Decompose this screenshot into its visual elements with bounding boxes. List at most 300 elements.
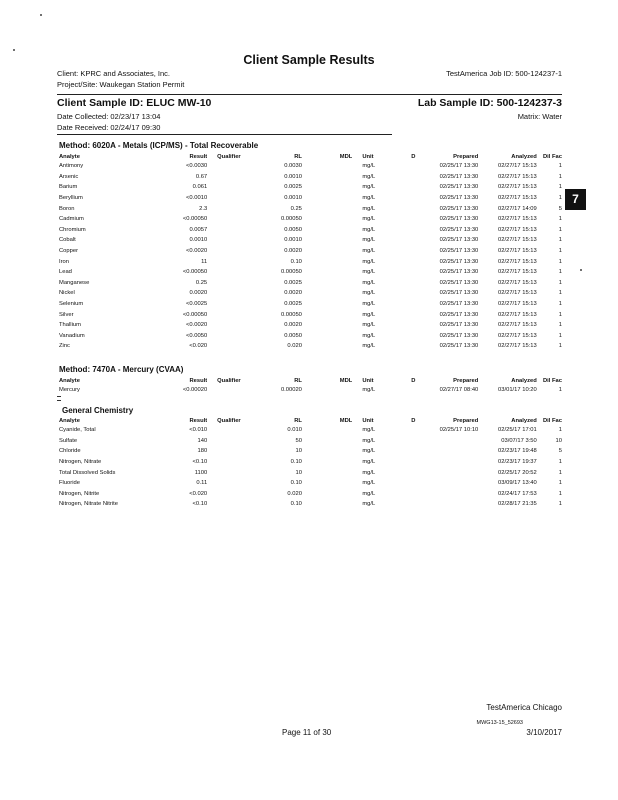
cell-prepared: 02/25/17 10:10 xyxy=(439,427,479,434)
section-tab[interactable]: 7 xyxy=(565,189,586,210)
scan-speck xyxy=(40,14,42,16)
cell-unit: mg/L xyxy=(362,269,376,276)
table-row xyxy=(59,309,562,320)
cell-analyzed: 02/27/17 14:09 xyxy=(498,205,537,212)
cell-d xyxy=(407,193,420,204)
cell-qualifier xyxy=(207,193,252,204)
column-header-mdl: MDL xyxy=(339,153,353,160)
cell-mdl xyxy=(302,256,352,267)
client-sample-id: Client Sample ID: ELUC MW-10 xyxy=(57,97,212,109)
cell-rl: 0.0020 xyxy=(284,290,302,297)
cell-unit: mg/L xyxy=(362,490,376,497)
cell-prepared xyxy=(420,478,478,489)
cell-prepared: 02/25/17 13:30 xyxy=(439,279,479,286)
cell-result: 0.0020 xyxy=(189,290,208,297)
cell-d xyxy=(407,341,420,352)
cell-analyte: Nitrogen, Nitrate Nitrite xyxy=(59,501,118,508)
cell-analyzed: 02/25/17 17:01 xyxy=(498,427,537,434)
cell-analyte: Cadmium xyxy=(59,216,84,223)
cell-prepared: 02/25/17 13:30 xyxy=(439,248,479,255)
column-header-unit: Unit xyxy=(362,417,374,424)
column-header-qualifier: Qualifier xyxy=(217,153,241,160)
cell-analyzed: 02/27/17 15:13 xyxy=(498,301,537,308)
footer-code: MWG13-15_52693 xyxy=(476,720,523,726)
cell-rl: 0.0050 xyxy=(284,332,302,339)
table-row xyxy=(59,214,562,225)
column-header-analyte: Analyte xyxy=(59,153,80,160)
column-header-result: Result xyxy=(189,153,208,160)
cell-analyte: Silver xyxy=(59,311,74,318)
cell-analyzed: 02/27/17 15:13 xyxy=(498,216,537,223)
cell-dil: 1 xyxy=(558,216,562,223)
cell-rl: 0.10 xyxy=(290,459,302,466)
cell-analyzed: 02/27/17 15:13 xyxy=(498,226,537,233)
cell-dil: 1 xyxy=(558,311,562,318)
cell-rl: 0.0025 xyxy=(284,301,302,308)
cell-rl: 0.0010 xyxy=(284,173,302,180)
cell-dil: 1 xyxy=(558,279,562,286)
cell-d xyxy=(407,161,420,172)
cell-prepared xyxy=(420,499,478,510)
cell-analyte: Zinc xyxy=(59,343,70,350)
cell-analyzed: 02/27/17 15:13 xyxy=(498,343,537,350)
cell-qualifier xyxy=(207,446,252,457)
margin-mark xyxy=(57,396,61,397)
cell-prepared: 02/25/17 13:30 xyxy=(439,237,479,244)
cell-unit: mg/L xyxy=(362,469,376,476)
cell-mdl xyxy=(302,193,352,204)
cell-rl: 0.0020 xyxy=(284,322,302,329)
cell-analyzed: 02/23/17 19:37 xyxy=(498,459,537,466)
cell-d xyxy=(407,225,420,236)
method-heading-mercury: Method: 7470A - Mercury (CVAA) xyxy=(59,365,184,374)
cell-dil: 1 xyxy=(558,173,562,180)
cell-analyzed: 02/27/17 15:13 xyxy=(498,237,537,244)
cell-mdl xyxy=(302,489,352,500)
cell-unit: mg/L xyxy=(362,301,376,308)
cell-d xyxy=(407,446,420,457)
cell-unit: mg/L xyxy=(362,501,376,508)
cell-unit: mg/L xyxy=(362,173,376,180)
cell-dil: 10 xyxy=(555,437,562,444)
cell-d xyxy=(407,288,420,299)
cell-unit: mg/L xyxy=(362,237,376,244)
cell-analyte: Chloride xyxy=(59,448,81,455)
cell-analyte: Copper xyxy=(59,248,79,255)
cell-qualifier xyxy=(207,299,252,310)
cell-mdl xyxy=(302,309,352,320)
cell-d xyxy=(407,256,420,267)
cell-analyzed: 03/09/17 13:40 xyxy=(498,480,537,487)
cell-d xyxy=(407,457,420,468)
column-header-dil: Dil Fac xyxy=(542,153,562,160)
cell-analyte: Selenium xyxy=(59,301,84,308)
cell-rl: 0.00050 xyxy=(280,216,302,223)
cell-analyzed: 02/27/17 15:13 xyxy=(498,269,537,276)
cell-d xyxy=(407,267,420,278)
cell-qualifier xyxy=(207,161,252,172)
cell-d xyxy=(407,214,420,225)
cell-analyzed: 02/23/17 19:48 xyxy=(498,448,537,455)
table-header-row xyxy=(59,416,562,425)
cell-mdl xyxy=(302,478,352,489)
cell-result: <0.00050 xyxy=(182,311,208,318)
cell-d xyxy=(407,425,420,436)
cell-mdl xyxy=(302,267,352,278)
cell-unit: mg/L xyxy=(362,437,376,444)
cell-rl: 0.0025 xyxy=(284,279,302,286)
cell-analyzed: 02/27/17 15:13 xyxy=(498,163,537,170)
cell-prepared xyxy=(420,489,478,500)
column-header-analyzed: Analyzed xyxy=(511,377,537,384)
footer-company: TestAmerica Chicago xyxy=(486,703,562,712)
column-header-analyzed: Analyzed xyxy=(511,417,537,424)
cell-unit: mg/L xyxy=(362,258,376,265)
cell-qualifier xyxy=(207,214,252,225)
cell-result: <0.0020 xyxy=(186,322,208,329)
cell-mdl xyxy=(302,172,352,183)
cell-dil: 1 xyxy=(558,163,562,170)
cell-d xyxy=(407,299,420,310)
cell-d xyxy=(407,309,420,320)
cell-dil: 1 xyxy=(558,269,562,276)
column-header-dil: Dil Fac xyxy=(542,417,562,424)
date-received: Date Received: 02/24/17 09:30 xyxy=(57,123,161,132)
table-row xyxy=(59,478,562,489)
cell-rl: 0.25 xyxy=(290,205,302,212)
cell-dil: 1 xyxy=(558,290,562,297)
cell-prepared xyxy=(420,457,478,468)
column-header-d: D xyxy=(411,377,416,384)
cell-mdl xyxy=(302,182,352,193)
cell-dil: 1 xyxy=(558,258,562,265)
cell-result: 1100 xyxy=(194,469,208,476)
cell-dil: 1 xyxy=(558,195,562,202)
table-row xyxy=(59,499,562,510)
cell-result: <0.0030 xyxy=(186,163,208,170)
cell-qualifier xyxy=(207,288,252,299)
cell-analyzed: 02/27/17 15:13 xyxy=(498,311,537,318)
cell-unit: mg/L xyxy=(362,290,376,297)
cell-dil: 1 xyxy=(558,301,562,308)
cell-prepared xyxy=(420,436,478,447)
cell-dil: 1 xyxy=(558,501,562,508)
cell-analyte: Beryllium xyxy=(59,195,83,202)
cell-d xyxy=(407,235,420,246)
lab-sample-id: Lab Sample ID: 500-124237-3 xyxy=(417,97,562,109)
cell-prepared: 02/25/17 13:30 xyxy=(439,332,479,339)
column-header-rl: RL xyxy=(294,377,302,384)
cell-result: <0.00050 xyxy=(182,269,208,276)
cell-d xyxy=(407,436,420,447)
cell-unit: mg/L xyxy=(362,184,376,191)
cell-result: <0.0020 xyxy=(186,248,208,255)
column-header-d: D xyxy=(411,417,416,424)
cell-analyte: Nitrogen, Nitrate xyxy=(59,459,102,466)
cell-analyzed: 02/27/17 15:13 xyxy=(498,248,537,255)
cell-mdl xyxy=(302,446,352,457)
cell-unit: mg/L xyxy=(362,216,376,223)
cell-unit: mg/L xyxy=(362,322,376,329)
table-row xyxy=(59,246,562,257)
cell-qualifier xyxy=(207,256,252,267)
cell-result: <0.00020 xyxy=(182,387,208,394)
cell-analyte: Mercury xyxy=(59,387,80,394)
cell-prepared xyxy=(420,467,478,478)
cell-qualifier xyxy=(207,425,252,436)
cell-result: 0.0010 xyxy=(189,237,208,244)
cell-rl: 0.0010 xyxy=(284,195,302,202)
cell-analyzed: 02/27/17 15:13 xyxy=(498,258,537,265)
cell-result: 0.25 xyxy=(195,279,208,286)
cell-analyzed: 03/01/17 10:20 xyxy=(498,387,537,394)
cell-rl: 50 xyxy=(295,437,302,444)
cell-dil: 1 xyxy=(558,237,562,244)
cell-mdl xyxy=(302,320,352,331)
cell-result: 11 xyxy=(201,258,208,265)
cell-prepared: 02/25/17 13:30 xyxy=(439,226,479,233)
cell-dil: 5 xyxy=(558,448,562,455)
page-title: Client Sample Results xyxy=(243,53,375,67)
page-number: Page 11 of 30 xyxy=(282,728,332,737)
cell-mdl xyxy=(302,436,352,447)
cell-mdl xyxy=(302,246,352,257)
cell-dil: 1 xyxy=(558,343,562,350)
cell-result: 0.0057 xyxy=(189,226,208,233)
table-row xyxy=(59,161,562,172)
cell-mdl xyxy=(302,288,352,299)
cell-unit: mg/L xyxy=(362,480,376,487)
cell-prepared: 02/25/17 13:30 xyxy=(439,311,479,318)
column-header-dil: Dil Fac xyxy=(542,377,562,384)
column-header-qualifier: Qualifier xyxy=(217,417,241,424)
table-row xyxy=(59,320,562,331)
cell-analyzed: 02/27/17 15:13 xyxy=(498,332,537,339)
cell-mdl xyxy=(302,278,352,289)
cell-d xyxy=(407,489,420,500)
cell-prepared: 02/25/17 13:30 xyxy=(439,163,479,170)
cell-analyte: Nickel xyxy=(59,290,75,297)
table-row xyxy=(59,299,562,310)
cell-rl: 0.10 xyxy=(290,480,302,487)
cell-rl: 0.0050 xyxy=(284,226,302,233)
cell-unit: mg/L xyxy=(362,248,376,255)
header-rule xyxy=(57,94,562,95)
matrix: Matrix: Water xyxy=(517,112,562,121)
job-id: TestAmerica Job ID: 500-124237-1 xyxy=(446,69,562,78)
table-row xyxy=(59,172,562,183)
cell-result: <0.0025 xyxy=(186,301,208,308)
table-row xyxy=(59,182,562,193)
cell-d xyxy=(407,478,420,489)
column-header-unit: Unit xyxy=(362,153,374,160)
cell-d xyxy=(407,278,420,289)
cell-prepared: 02/25/17 13:30 xyxy=(439,258,479,265)
cell-result: 0.11 xyxy=(196,480,208,487)
table-row xyxy=(59,267,562,278)
cell-qualifier xyxy=(207,267,252,278)
table-row xyxy=(59,457,562,468)
cell-qualifier xyxy=(207,182,252,193)
cell-analyzed: 02/27/17 15:13 xyxy=(498,195,537,202)
cell-unit: mg/L xyxy=(362,195,376,202)
cell-rl: 0.00050 xyxy=(280,269,302,276)
cell-qualifier xyxy=(207,341,252,352)
cell-analyte: Lead xyxy=(59,269,72,276)
cell-mdl xyxy=(302,457,352,468)
column-header-analyte: Analyte xyxy=(59,377,80,384)
cell-rl: 0.0025 xyxy=(284,184,302,191)
sample-rule xyxy=(57,134,392,135)
cell-unit: mg/L xyxy=(362,387,376,394)
cell-d xyxy=(407,320,420,331)
cell-d xyxy=(407,182,420,193)
client-name: Client: KPRC and Associates, Inc. xyxy=(57,69,170,78)
cell-result: 0.67 xyxy=(195,173,208,180)
cell-result: 2.3 xyxy=(199,205,208,212)
cell-unit: mg/L xyxy=(362,226,376,233)
column-header-prepared: Prepared xyxy=(453,417,479,424)
cell-dil: 1 xyxy=(558,459,562,466)
cell-qualifier xyxy=(207,499,252,510)
cell-mdl xyxy=(302,225,352,236)
cell-analyzed: 02/28/17 21:35 xyxy=(498,501,537,508)
table-row xyxy=(59,425,562,436)
cell-d xyxy=(407,467,420,478)
mercury-table xyxy=(59,376,562,396)
cell-prepared: 02/25/17 13:30 xyxy=(439,322,479,329)
cell-analyzed: 02/27/17 15:13 xyxy=(498,184,537,191)
cell-analyte: Antimony xyxy=(59,163,84,170)
cell-qualifier xyxy=(207,457,252,468)
cell-mdl xyxy=(302,203,352,214)
cell-analyzed: 02/27/17 15:13 xyxy=(498,279,537,286)
table-row xyxy=(59,341,562,352)
cell-analyte: Thallium xyxy=(59,322,81,329)
cell-result: <0.10 xyxy=(192,459,208,466)
cell-qualifier xyxy=(207,172,252,183)
cell-dil: 1 xyxy=(558,226,562,233)
cell-dil: 1 xyxy=(558,332,562,339)
method-heading-metals: Method: 6020A - Metals (ICP/MS) - Total Recoverable xyxy=(59,141,259,150)
cell-d xyxy=(407,246,420,257)
cell-analyte: Arsenic xyxy=(59,173,79,180)
cell-dil: 1 xyxy=(558,480,562,487)
cell-analyzed: 02/25/17 20:52 xyxy=(498,469,537,476)
cell-qualifier xyxy=(207,309,252,320)
table-row xyxy=(59,436,562,447)
cell-analyzed: 02/24/17 17:53 xyxy=(498,490,537,497)
cell-unit: mg/L xyxy=(362,448,376,455)
table-row xyxy=(59,235,562,246)
column-header-prepared: Prepared xyxy=(453,153,479,160)
cell-rl: 0.00020 xyxy=(280,387,302,394)
cell-mdl xyxy=(302,235,352,246)
cell-prepared: 02/25/17 13:30 xyxy=(439,290,479,297)
cell-result: <0.00050 xyxy=(182,216,208,223)
metals-table xyxy=(59,152,562,352)
cell-result: <0.010 xyxy=(189,427,208,434)
cell-result: <0.0050 xyxy=(186,332,208,339)
cell-dil: 1 xyxy=(558,322,562,329)
cell-unit: mg/L xyxy=(362,163,376,170)
cell-mdl xyxy=(302,331,352,342)
cell-qualifier xyxy=(207,203,252,214)
cell-result: 180 xyxy=(197,448,208,455)
margin-mark xyxy=(57,400,61,401)
column-header-unit: Unit xyxy=(362,377,374,384)
cell-unit: mg/L xyxy=(362,205,376,212)
cell-rl: 0.010 xyxy=(287,427,302,434)
cell-rl: 10 xyxy=(295,448,302,455)
cell-rl: 0.10 xyxy=(290,501,302,508)
column-header-d: D xyxy=(411,153,416,160)
cell-rl: 0.0020 xyxy=(284,248,302,255)
column-header-analyzed: Analyzed xyxy=(511,153,537,160)
cell-analyte: Barium xyxy=(59,184,78,191)
cell-result: 0.061 xyxy=(192,184,208,191)
cell-analyte: Boron xyxy=(59,205,75,212)
cell-qualifier xyxy=(207,489,252,500)
cell-prepared: 02/25/17 13:30 xyxy=(439,301,479,308)
cell-analyte: Manganese xyxy=(59,279,90,286)
table-header-row xyxy=(59,376,562,385)
cell-analyte: Cyanide, Total xyxy=(59,427,96,434)
cell-unit: mg/L xyxy=(362,343,376,350)
cell-unit: mg/L xyxy=(362,459,376,466)
scan-speck xyxy=(13,49,15,51)
cell-prepared: 02/25/17 13:30 xyxy=(439,216,479,223)
table-row xyxy=(59,256,562,267)
cell-dil: 5 xyxy=(558,205,562,212)
cell-analyte: Iron xyxy=(59,258,69,265)
cell-result: <0.0010 xyxy=(186,195,208,202)
table-row xyxy=(59,193,562,204)
table-row xyxy=(59,203,562,214)
project-site: Project/Site: Waukegan Station Permit xyxy=(57,80,185,89)
cell-qualifier xyxy=(207,331,252,342)
column-header-rl: RL xyxy=(294,153,302,160)
date-collected: Date Collected: 02/23/17 13:04 xyxy=(57,112,161,121)
cell-mdl xyxy=(302,425,352,436)
cell-prepared: 02/25/17 13:30 xyxy=(439,205,479,212)
column-header-result: Result xyxy=(189,377,208,384)
cell-dil: 1 xyxy=(558,184,562,191)
cell-analyte: Chromium xyxy=(59,226,86,233)
cell-rl: 0.00050 xyxy=(280,311,302,318)
table-header-row xyxy=(59,152,562,161)
table-row xyxy=(59,288,562,299)
cell-mdl xyxy=(302,214,352,225)
cell-dil: 1 xyxy=(558,469,562,476)
cell-analyte: Cobalt xyxy=(59,237,76,244)
cell-analyte: Sulfate xyxy=(59,437,78,444)
column-header-result: Result xyxy=(189,417,208,424)
column-header-rl: RL xyxy=(294,417,302,424)
cell-qualifier xyxy=(207,246,252,257)
column-header-mdl: MDL xyxy=(339,377,353,384)
cell-d xyxy=(407,203,420,214)
cell-analyzed: 02/27/17 15:13 xyxy=(498,290,537,297)
cell-result: <0.10 xyxy=(192,501,208,508)
cell-analyzed: 03/07/17 3:50 xyxy=(501,437,537,444)
cell-qualifier xyxy=(207,225,252,236)
cell-prepared: 02/25/17 13:30 xyxy=(439,184,479,191)
table-row xyxy=(59,331,562,342)
column-header-analyte: Analyte xyxy=(59,417,80,424)
cell-mdl xyxy=(302,161,352,172)
cell-rl: 0.10 xyxy=(290,258,302,265)
